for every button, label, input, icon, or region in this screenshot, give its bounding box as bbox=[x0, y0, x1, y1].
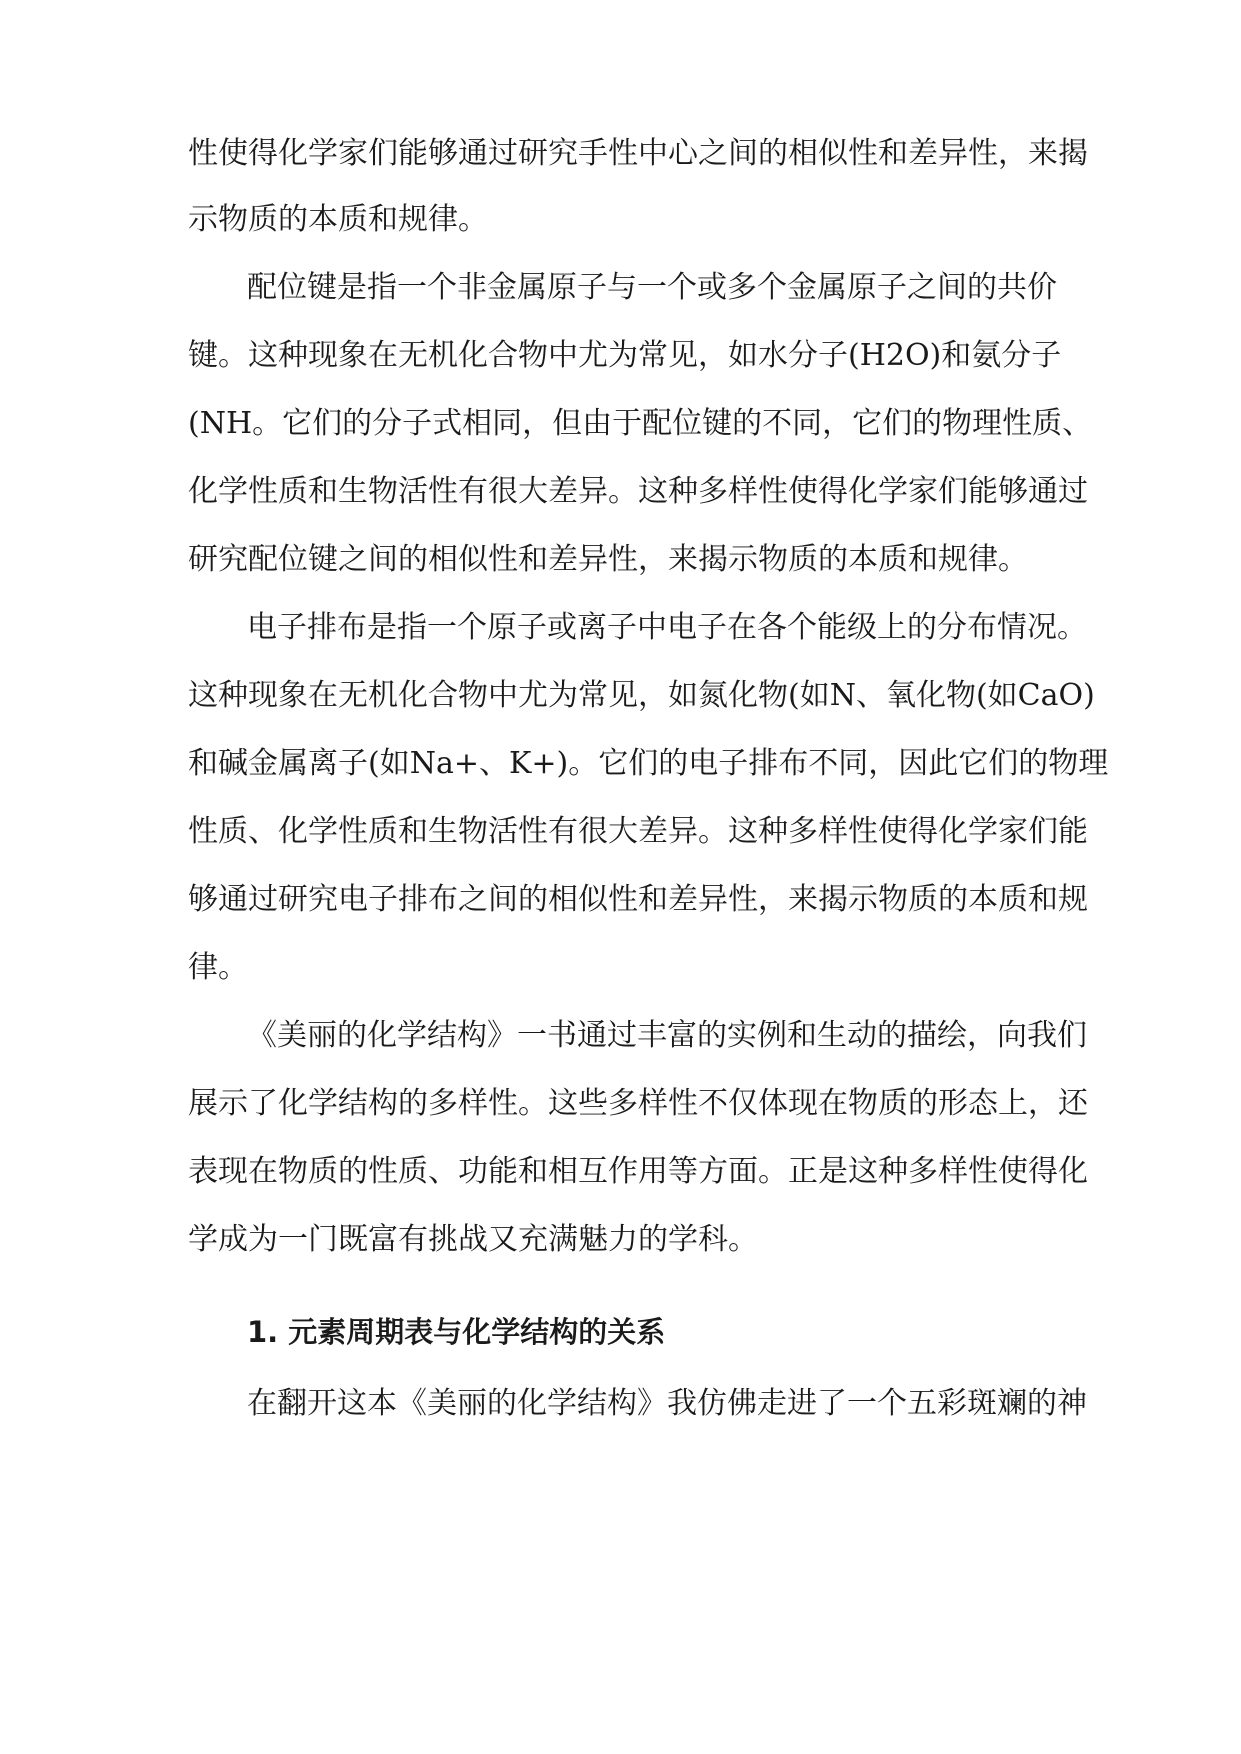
paragraph-line: 这种现象在无机化合物中尤为常见，如氮化物(如N、氧化物(如CaO) bbox=[188, 678, 1095, 713]
paragraph-line: 化学性质和生物活性有很大差异。这种多样性使得化学家们能够通过 bbox=[188, 474, 1088, 509]
paragraph-line: 表现在物质的性质、功能和相互作用等方面。正是这种多样性使得化 bbox=[188, 1154, 1088, 1189]
paragraph-line: 电子排布是指一个原子或离子中电子在各个能级上的分布情况。 bbox=[247, 610, 1087, 645]
paragraph-line: 够通过研究电子排布之间的相似性和差异性，来揭示物质的本质和规 bbox=[188, 882, 1088, 917]
paragraph-line: 性使得化学家们能够通过研究手性中心之间的相似性和差异性，来揭 bbox=[188, 136, 1088, 171]
paragraph-line: (NH。它们的分子式相同，但由于配位键的不同，它们的物理性质、 bbox=[188, 406, 1093, 441]
paragraph-line: 研究配位键之间的相似性和差异性，来揭示物质的本质和规律。 bbox=[188, 542, 1028, 577]
paragraph-line: 在翻开这本《美丽的化学结构》我仿佛走进了一个五彩斑斓的神 bbox=[247, 1386, 1087, 1421]
paragraph-line: 律。 bbox=[188, 950, 248, 985]
section-heading: 1. 元素周期表与化学结构的关系 bbox=[247, 1315, 666, 1349]
paragraph-line: 和碱金属离子(如Na+、K+)。它们的电子排布不同，因此它们的物理 bbox=[188, 746, 1109, 781]
paragraph-line: 键。这种现象在无机化合物中尤为常见，如水分子(H2O)和氨分子 bbox=[188, 338, 1062, 373]
paragraph-line: 配位键是指一个非金属原子与一个或多个金属原子之间的共价 bbox=[247, 270, 1057, 305]
paragraph-line: 示物质的本质和规律。 bbox=[188, 202, 488, 237]
paragraph-line: 展示了化学结构的多样性。这些多样性不仅体现在物质的形态上，还 bbox=[188, 1086, 1088, 1121]
paragraph-line: 性质、化学性质和生物活性有很大差异。这种多样性使得化学家们能 bbox=[188, 814, 1088, 849]
paragraph-line: 《美丽的化学结构》一书通过丰富的实例和生动的描绘，向我们 bbox=[247, 1018, 1087, 1053]
paragraph-line: 学成为一门既富有挑战又充满魅力的学科。 bbox=[188, 1222, 758, 1257]
